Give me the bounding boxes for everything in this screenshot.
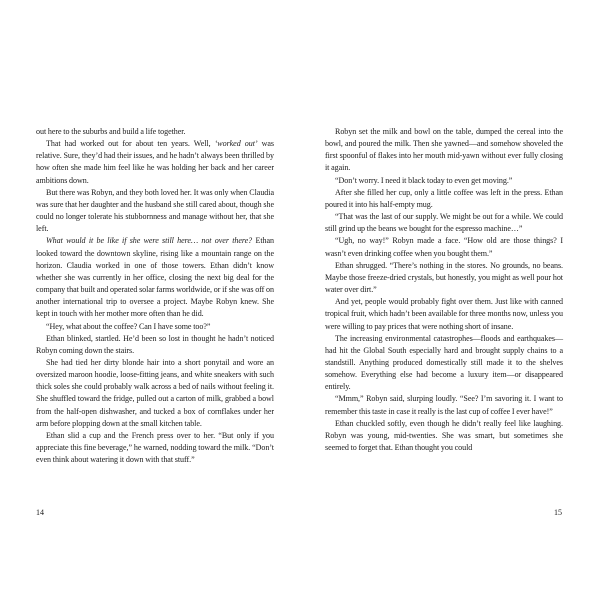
text-run: “That was the last of our supply. We might be out for a while. We could still grind up the beans we bought for the espresso machine…”	[325, 212, 563, 234]
text-run: Ethan slid a cup and the French press over to her. “But only if you appreciate this fine beverage,” he warned, nodding toward the milk. “Don’t even think about watering it down with that stuff.”	[36, 430, 274, 465]
paragraph	[36, 321, 274, 333]
text-run: She had tied her dirty blonde hair into a short ponytail and wore an oversized maroon hoodie, loose-fitting jeans, and white sneakers with such thick soles she could probably walk across a bed of nails without feeling it. She shuffled toward the fridge, pulled out a carton of milk, grabbed a bowl from the half-open dishwasher, and tucked a box of cornflakes under her arm before plopping down at the small kitchen table.	[36, 357, 274, 428]
italic-text: What would it be like if she were still here… not over there?	[46, 236, 253, 246]
paragraph	[36, 138, 274, 187]
paragraph	[325, 175, 563, 187]
paragraph	[36, 187, 274, 236]
right-page-number: 15	[554, 508, 562, 517]
text-run: After she filled her cup, only a little coffee was left in the press. Ethan poured it into his half-empty mug.	[325, 187, 563, 209]
paragraph	[36, 126, 274, 138]
text-run: But there was Robyn, and they both loved her. It was only when Claudia was sure that her daughter and the husband she still cared about, though she could no longer tolerate his stubbornness and manage without her, that she left.	[36, 187, 274, 234]
paragraph	[325, 235, 563, 259]
left-page-number: 14	[36, 508, 44, 517]
paragraph	[36, 430, 274, 466]
text-run: Ethan looked toward the downtown skyline, rising like a mountain range on the horizon. Claudia worked in one of those towers. Ethan didn’t know whether she was currently in her office, closing the next big deal for the company that built and operated solar farms worldwide, or if she was off on another international trip to oversee a project. Maybe Robyn knew. She kept in touch with her mother more often than he did.	[36, 236, 274, 319]
paragraph	[325, 187, 563, 211]
text-run: “Hey, what about the coffee? Can I have some too?”	[46, 321, 211, 331]
text-run: Robyn set the milk and bowl on the table, dumped the cereal into the bowl, and poured the milk. Then she yawned—and somehow shoveled the first spoonful of flakes into her mouth mid-yawn without ever fully closing it again.	[325, 127, 563, 173]
text-run: Ethan shrugged. “There’s nothing in the stores. No grounds, no beans. Maybe those freeze-dried crystals, but honestly, you might as well pour hot water over dirt.”	[325, 260, 563, 295]
paragraph	[325, 393, 563, 417]
text-run: “Don’t worry. I need it black today to even get moving.”	[335, 175, 513, 185]
italic-text: ‘worked out’	[214, 139, 258, 149]
text-run: out here to the suburbs and build a life together.	[36, 127, 186, 136]
right-page-text	[325, 126, 563, 454]
text-run: And yet, people would probably fight over them. Just like with canned tropical fruit, which hadn’t been available for three months now, unless you were willing to pay prices that were nothing short of insane.	[325, 297, 563, 331]
paragraph	[325, 418, 563, 454]
text-run: That had worked out for about ten years. Well,	[46, 139, 215, 149]
paragraph	[325, 296, 563, 332]
paragraph	[36, 235, 274, 320]
text-run: was relative. Sure, they’d had their issues, and he hadn’t always been thrilled by how often she made him feel like he was holding her back and her career ambitions down.	[36, 139, 274, 185]
paragraph	[36, 333, 274, 357]
paragraph	[325, 333, 563, 394]
paragraph	[36, 357, 274, 430]
paragraph	[325, 126, 563, 175]
text-run: Ethan blinked, startled. He’d been so lost in thought he hadn’t noticed Robyn coming down the stairs.	[36, 333, 274, 355]
text-run: The increasing environmental catastrophes—floods and earthquakes—had hit the Global South especially hard and brought supply chains to a standstill. Anything produced domestically still made it to the shelves somehow. Everything else had become a luxury item—or disappeared entirely.	[325, 333, 563, 392]
paragraph	[325, 211, 563, 235]
left-page-text	[36, 126, 274, 466]
text-run: “Mmm,” Robyn said, slurping loudly. “See? I’m savoring it. I want to remember this taste in case it really is the last cup of coffee I ever have!”	[325, 394, 563, 416]
paragraph	[325, 260, 563, 296]
text-run: Ethan chuckled softly, even though he didn’t really feel like laughing. Robyn was young, mid-twenties. She was smart, but sometimes she seemed to forget that. Ethan thought you could	[325, 418, 563, 453]
text-run: “Ugh, no way!” Robyn made a face. “How old are those things? I wasn’t even drinking coffee when you bought them.”	[325, 236, 563, 258]
